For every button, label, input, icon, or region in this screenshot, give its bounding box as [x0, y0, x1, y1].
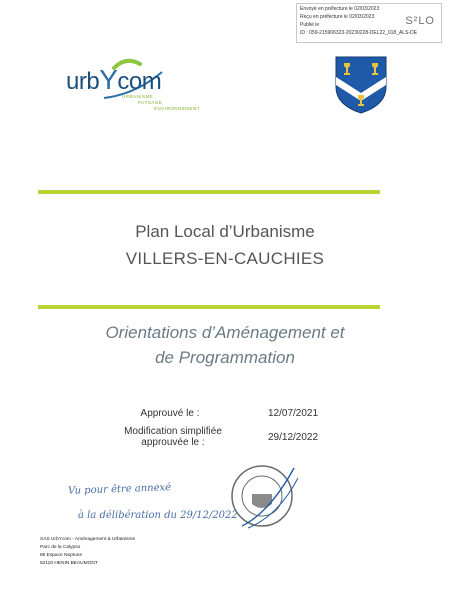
handwritten-annotation — [66, 478, 236, 530]
annotation-line-2: à la délibération du 29/12/2022 — [78, 510, 238, 521]
stamp-sent-line: Envoyé en préfecture le 02/03/2023 — [300, 6, 380, 12]
prefecture-stamp — [296, 3, 442, 43]
logo-tagline-2: PAYSAGE — [138, 100, 163, 105]
urbycom-logo — [66, 58, 236, 116]
subtitle-line-1: Orientations d’Aménagement et — [105, 323, 345, 342]
company-address-line-1: Parc de la Calypso — [40, 545, 81, 550]
company-address — [40, 536, 135, 568]
stamp-received-line: Reçu en préfecture le 02/03/2023 — [300, 14, 375, 20]
document-subtitle — [0, 320, 450, 370]
approved-label: Approuvé le : — [140, 408, 200, 419]
company-name: SAS UrbYcom - Aménagement & Urbanisme — [40, 537, 136, 542]
logo-prefix: urb — [66, 68, 100, 95]
logo-tagline-1: URBANISME — [122, 94, 154, 99]
logo-tagline-3: ENVIRONNEMENT — [154, 106, 201, 111]
logo-y: Y — [99, 64, 118, 95]
divider-bottom — [38, 305, 380, 309]
document-title: Plan Local d’Urbanisme — [135, 222, 315, 241]
company-address-line-2: 85 Espace Neptune — [40, 553, 83, 558]
annotation-line-1: Vu pour être annexé — [67, 482, 172, 497]
divider-top — [38, 190, 380, 194]
stamp-published-line: Publié le — [300, 22, 320, 28]
approved-date: 12/07/2021 — [268, 408, 319, 419]
logo-suffix: com — [117, 68, 162, 95]
modification-label-1: Modification simplifiée — [124, 426, 222, 437]
stamp-id-line: ID : 059-215906323-20230228-DEL22_018_ALS-DE — [300, 30, 418, 36]
stamp-mark: S²LO — [405, 15, 435, 27]
commune-name: VILLERS-EN-CAUCHIES — [125, 249, 325, 268]
coat-of-arms-icon — [330, 53, 392, 115]
modification-label-2: approuvée le : — [141, 437, 205, 448]
subtitle-line-2: de Programmation — [155, 348, 295, 367]
modification-date: 29/12/2022 — [268, 432, 319, 443]
mairie-seal-icon — [222, 456, 302, 536]
company-address-line-3: 62110 HENIN BEAUMONT — [40, 561, 98, 566]
